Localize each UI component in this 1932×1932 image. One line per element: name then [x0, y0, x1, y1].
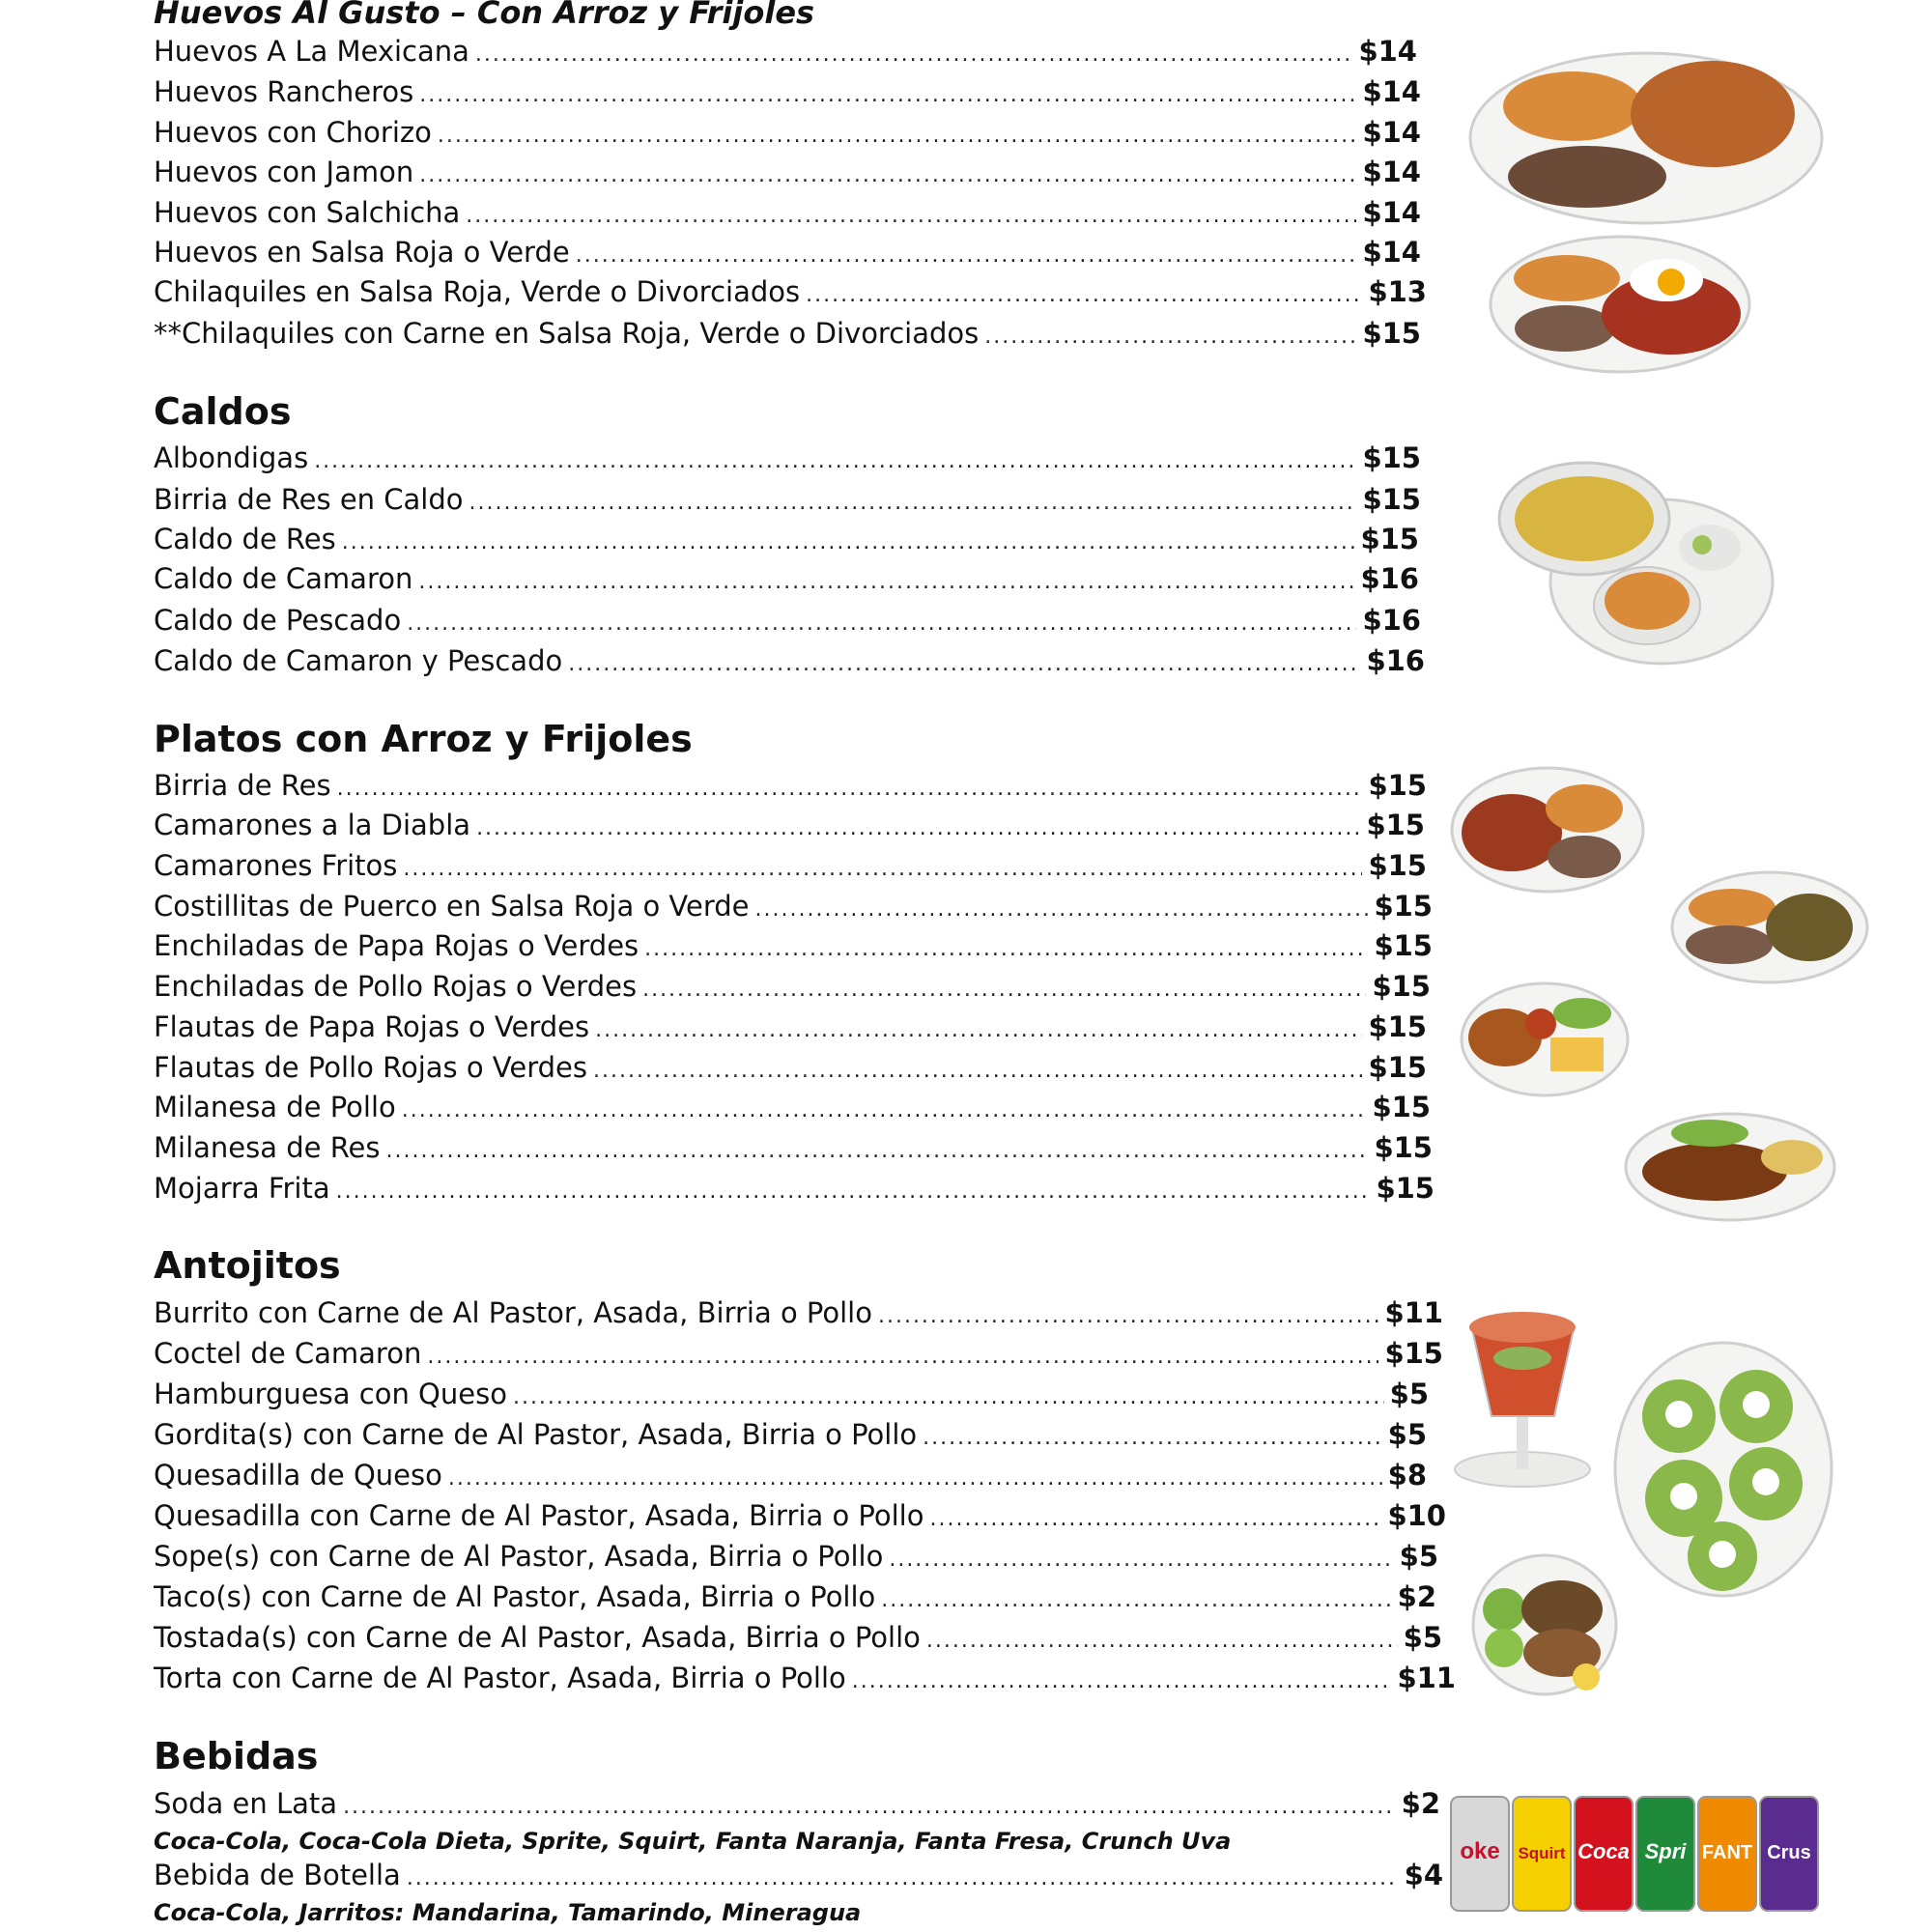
menu-item: Quesadilla de Queso ..... $8 — [154, 1459, 1427, 1495]
menu-item: Camarones a la Diabla ..... $15 — [154, 809, 1425, 845]
chilaquiles-plate-image — [1488, 232, 1753, 377]
section-title-huevos: Huevos Al Gusto – Con Arroz y Frijoles — [154, 0, 815, 31]
soda-can — [1636, 1797, 1694, 1911]
svg-text:FANT: FANT — [1701, 1842, 1753, 1863]
menu-item: Huevos con Salchicha ..... $14 — [154, 196, 1421, 233]
soda-can — [1760, 1797, 1818, 1911]
soda-can — [1575, 1797, 1633, 1911]
menu-item: Huevos con Chorizo ..... $14 — [154, 116, 1421, 153]
menu-item: Bebida de Botella ..... $4 — [154, 1859, 1443, 1895]
coctel-glass-image — [1453, 1300, 1593, 1489]
menu-item: Quesadilla con Carne de Al Pastor, Asada, Birria o Pollo ..... $10 — [154, 1499, 1446, 1536]
menu-item: Sope(s) con Carne de Al Pastor, Asada, Birria o Pollo ..... $5 — [154, 1540, 1438, 1577]
menu-item: Coctel de Camaron ..... $15 — [154, 1337, 1443, 1374]
menu-item: Caldo de Res ..... $15 — [154, 523, 1419, 559]
menu-item: Camarones Fritos ..... $15 — [154, 849, 1427, 886]
menu-item: Flautas de Papa Rojas o Verdes ..... $15 — [154, 1010, 1427, 1047]
svg-text:Spri: Spri — [1644, 1839, 1687, 1863]
svg-text:Crus: Crus — [1767, 1842, 1811, 1863]
menu-item: Albondigas ..... $15 — [154, 441, 1421, 478]
menu-item: Torta con Carne de Al Pastor, Asada, Birria o Pollo ..... $11 — [154, 1662, 1456, 1698]
menu-item: Gordita(s) con Carne de Al Pastor, Asada, Birria o Pollo ..... $5 — [154, 1418, 1427, 1455]
menu-item: Caldo de Camaron y Pescado ..... $16 — [154, 644, 1425, 681]
menu-item: Caldo de Pescado ..... $16 — [154, 604, 1421, 640]
birria-plate-image — [1449, 765, 1647, 895]
menu-item: Enchiladas de Pollo Rojas o Verdes ..... $15 — [154, 970, 1431, 1007]
soda-cans-image — [1449, 1789, 1830, 1915]
menu-item: Mojarra Frita ..... $15 — [154, 1172, 1435, 1208]
menu-item: Birria de Res en Caldo ..... $15 — [154, 483, 1421, 520]
soda-can — [1513, 1797, 1571, 1911]
sopes-plate-image — [1611, 1339, 1835, 1600]
menu-item: Chilaquiles en Salsa Roja, Verde o Divorciados ..... $13 — [154, 275, 1427, 312]
menu-item: Hamburguesa con Queso ..... $5 — [154, 1378, 1429, 1414]
menu-item: Caldo de Camaron ..... $16 — [154, 562, 1419, 599]
menu-item: Huevos en Salsa Roja o Verde ..... $14 — [154, 236, 1421, 272]
menu-item: Milanesa de Res ..... $15 — [154, 1131, 1433, 1168]
huevos-mexicana-plate-image — [1466, 46, 1826, 230]
costillitas-plate-image — [1669, 869, 1870, 985]
menu-item: Huevos Rancheros ..... $14 — [154, 75, 1421, 112]
section-title-bebidas: Bebidas — [154, 1735, 319, 1777]
menu-item: Burrito con Carne de Al Pastor, Asada, Birria o Pollo ..... $11 — [154, 1296, 1443, 1333]
menu-item: Flautas de Pollo Rojas o Verdes ..... $15 — [154, 1051, 1427, 1088]
section-title-antojitos: Antojitos — [154, 1244, 341, 1287]
menu-item-note: Coca-Cola, Coca-Cola Dieta, Sprite, Squirt, Fanta Naranja, Fanta Fresa, Crunch Uva — [154, 1828, 1232, 1855]
menu-item: Taco(s) con Carne de Al Pastor, Asada, Birria o Pollo ..... $2 — [154, 1580, 1436, 1617]
flautas-plate-image — [1459, 980, 1631, 1099]
section-title-platos: Platos con Arroz y Frijoles — [154, 718, 693, 760]
menu-item: Enchiladas de Papa Rojas o Verdes ..... $15 — [154, 929, 1433, 966]
menu-item: Costillitas de Puerco en Salsa Roja o Verde ..... $15 — [154, 890, 1433, 926]
mojarra-plate-image — [1623, 1109, 1837, 1223]
menu-item: Huevos A La Mexicana ..... $14 — [154, 35, 1417, 71]
svg-text:Squirt: Squirt — [1518, 1844, 1566, 1862]
soda-can — [1698, 1797, 1756, 1911]
menu-item: Birria de Res ..... $15 — [154, 769, 1427, 806]
soda-can — [1451, 1797, 1509, 1911]
menu-item-note: Coca-Cola, Jarritos: Mandarina, Tamarindo, Mineragua — [154, 1899, 862, 1926]
section-title-caldos: Caldos — [154, 390, 292, 433]
svg-text:oke: oke — [1460, 1838, 1500, 1864]
caldo-bowl-image — [1497, 446, 1777, 678]
tacos-plate-image — [1470, 1551, 1620, 1698]
menu-item: Huevos con Jamon ..... $14 — [154, 156, 1421, 192]
menu-item: **Chilaquiles con Carne en Salsa Roja, Verde o Divorciados ..... $15 — [154, 317, 1421, 354]
menu-item: Milanesa de Pollo ..... $15 — [154, 1091, 1431, 1127]
svg-text:Coca: Coca — [1577, 1839, 1630, 1863]
menu-item: Tostada(s) con Carne de Al Pastor, Asada, Birria o Pollo ..... $5 — [154, 1621, 1442, 1658]
menu-item: Soda en Lata ..... $2 — [154, 1787, 1440, 1824]
